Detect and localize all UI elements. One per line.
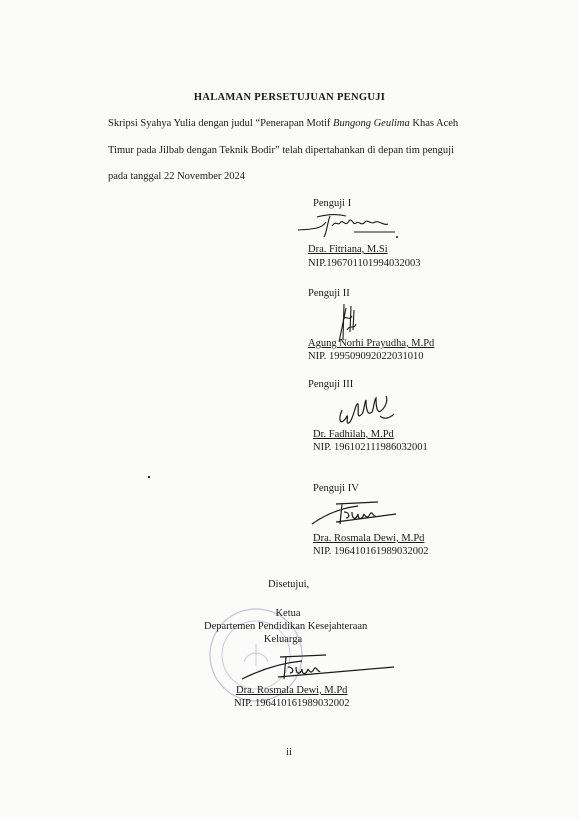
paragraph-line-3: pada tanggal 22 November 2024 [108,171,246,182]
examiner-3-signature [334,390,398,430]
department-line-1: Departemen Pendidikan Kesejahteraan [204,621,368,632]
examiner-2-name: Agung Norhi Prayudha, M.Pd [308,338,435,349]
paragraph-line-1-post: Khas Aceh [409,118,459,129]
examiner-2-nip: NIP. 199509092022031010 [308,351,424,362]
examiner-3-nip: NIP. 196102111986032001 [313,442,428,453]
examiner-3-name: Dr. Fadhilah, M.Pd [313,429,394,440]
examiner-3-role: Penguji III [308,379,354,390]
department-line-2: Keluarga [263,634,303,645]
approval-nip: NIP. 196410161989032002 [234,698,350,709]
examiner-1-role: Penguji I [313,198,352,209]
paragraph-line-1 [108,118,458,129]
ink-dot [148,476,150,478]
page-number: ii [286,747,292,758]
examiner-1-name: Dra. Fitriana, M.Si [308,244,388,255]
examiner-1-signature [296,208,401,242]
approval-signature [238,643,398,685]
paragraph-line-2: Timur pada Jilbab dengan Teknik Bodir” telah dipertahankan di depan tim penguji [108,145,454,156]
examiner-4-nip: NIP. 196410161989032002 [313,546,429,557]
motif-name: Bungong Geulima [333,118,410,129]
examiner-4-signature [306,494,406,530]
approval-position: Ketua [275,608,301,619]
examiner-2-role: Penguji II [308,288,350,299]
page-title: HALAMAN PERSETUJUAN PENGUJI [193,92,386,103]
examiner-1-nip: NIP.196701101994032003 [308,258,421,269]
approval-label: Disetujui, [268,579,310,590]
examiner-4-name: Dra. Rosmala Dewi, M.Pd [313,533,425,544]
paragraph-line-1-pre: Skripsi Syahya Yulia dengan judul “Penerapan Motif [108,118,334,129]
examiner-4-role: Penguji IV [313,483,359,494]
approval-name: Dra. Rosmala Dewi, M.Pd [236,685,348,696]
